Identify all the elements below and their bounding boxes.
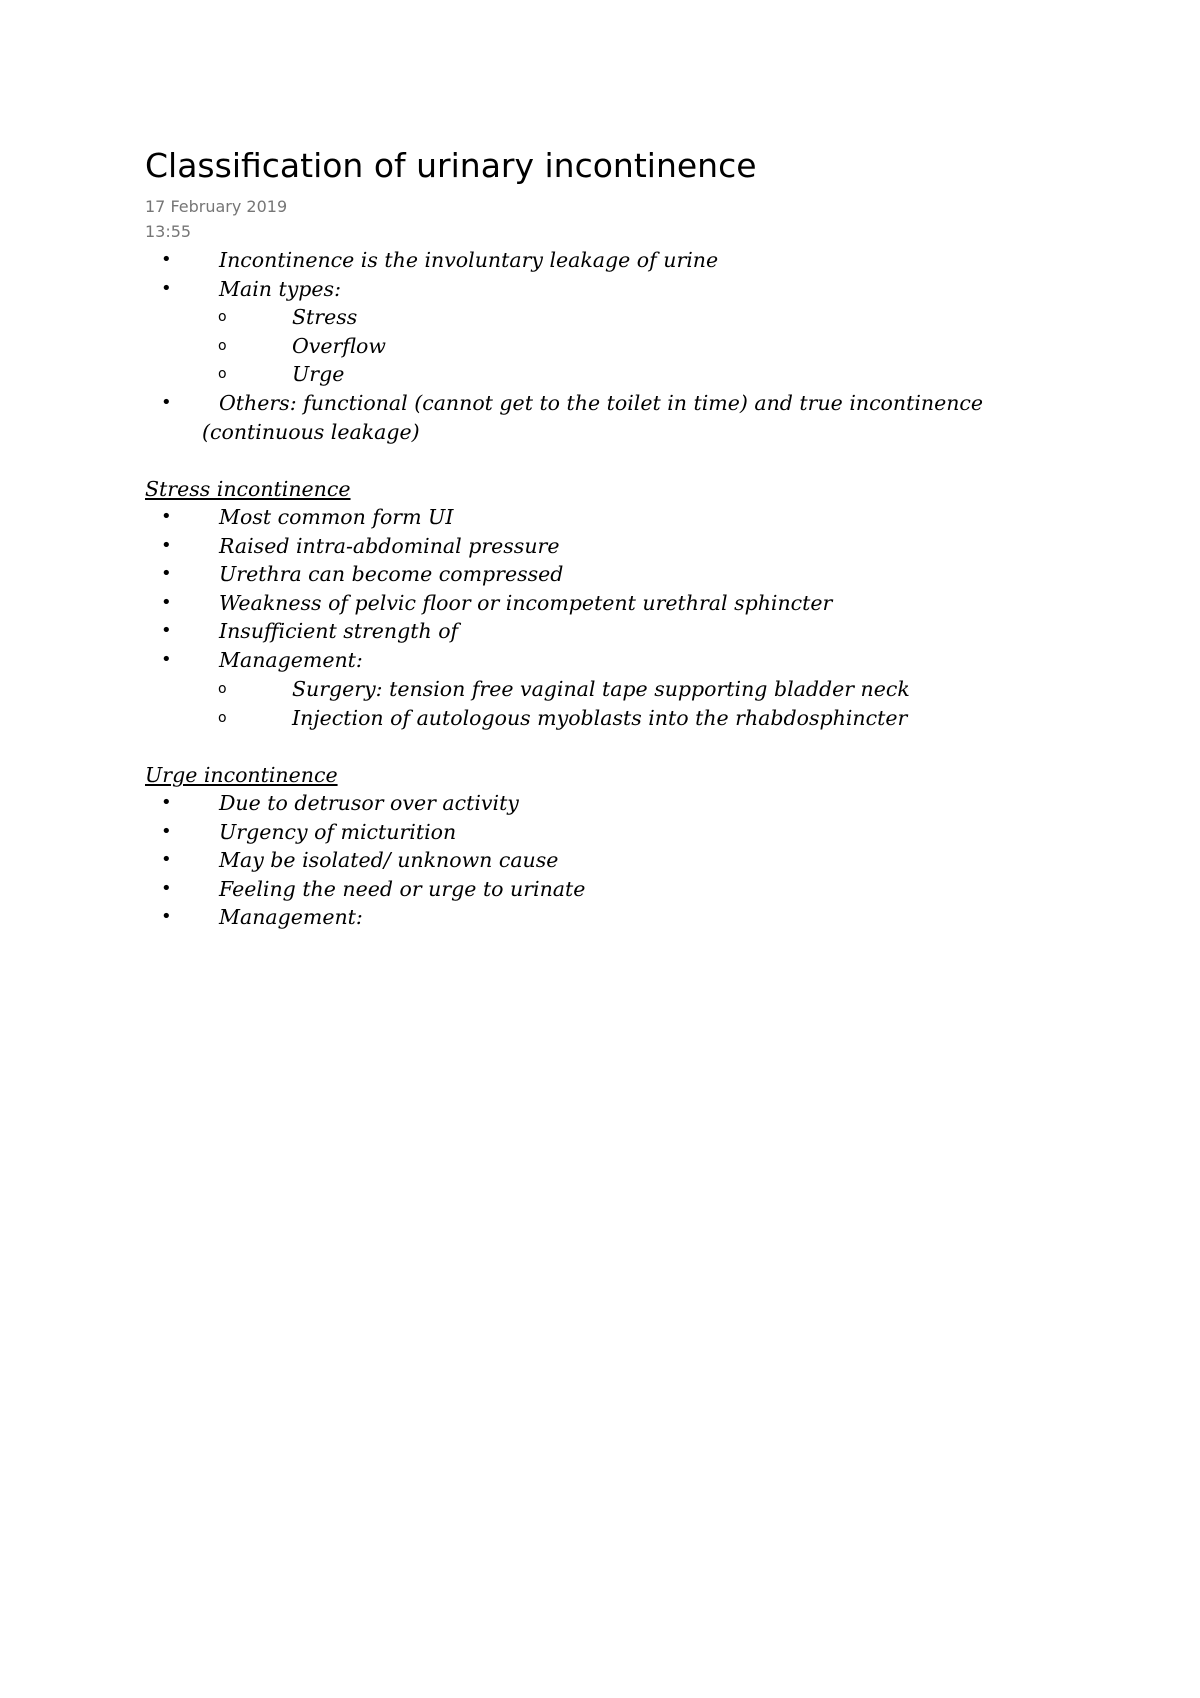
list-item-text: Others: functional (cannot get to the toilet in time) and true incontinence bbox=[219, 391, 984, 415]
bullet-icon: • bbox=[161, 821, 172, 842]
bullet-icon: • bbox=[161, 649, 172, 670]
list-item-text: Weakness of pelvic floor or incompetent urethral sphincter bbox=[219, 591, 833, 615]
list-item bbox=[0, 704, 1200, 732]
list-item bbox=[0, 332, 1200, 360]
list-item bbox=[0, 903, 1200, 931]
list-item-text: Feeling the need or urge to urinate bbox=[219, 877, 586, 901]
list-item-text: Due to detrusor over activity bbox=[219, 791, 519, 815]
list-item bbox=[0, 789, 1200, 817]
list-item-text: Management: bbox=[219, 905, 363, 929]
list-item bbox=[0, 389, 1200, 417]
list-item bbox=[0, 846, 1200, 874]
list-item-text: Raised intra-abdominal pressure bbox=[219, 534, 560, 558]
list-item-text: Main types: bbox=[219, 277, 341, 301]
list-item-text: Most common form UI bbox=[219, 505, 454, 529]
list-item bbox=[0, 275, 1200, 303]
list-item-text: Surgery: tension free vaginal tape supporting bladder neck bbox=[292, 677, 910, 701]
list-item bbox=[0, 303, 1200, 331]
bullet-icon: • bbox=[161, 563, 172, 584]
sub-bullet-icon: o bbox=[218, 681, 227, 697]
list-item bbox=[0, 646, 1200, 674]
list-item-text: Overflow bbox=[292, 334, 386, 358]
bullet-icon: • bbox=[161, 592, 172, 613]
list-item-text: Incontinence is the involuntary leakage of urine bbox=[219, 248, 719, 272]
bullet-icon: • bbox=[161, 506, 172, 527]
bullet-icon: • bbox=[161, 878, 172, 899]
section-heading-urge: Urge incontinence bbox=[145, 763, 338, 787]
list-item bbox=[0, 675, 1200, 703]
list-item-text: May be isolated/ unknown cause bbox=[219, 848, 559, 872]
list-item bbox=[0, 560, 1200, 588]
list-item bbox=[0, 246, 1200, 274]
list-item-text: Stress bbox=[292, 305, 358, 329]
page-title: Classification of urinary incontinence bbox=[145, 146, 757, 185]
bullet-icon: • bbox=[161, 792, 172, 813]
sub-bullet-icon: o bbox=[218, 710, 227, 726]
list-item bbox=[0, 360, 1200, 388]
list-item-continuation bbox=[0, 418, 1200, 446]
note-time: 13:55 bbox=[145, 222, 192, 241]
list-item-text: Urge bbox=[292, 362, 345, 386]
bullet-icon: • bbox=[161, 278, 172, 299]
list-item bbox=[0, 617, 1200, 645]
bullet-icon: • bbox=[161, 535, 172, 556]
list-item bbox=[0, 589, 1200, 617]
bullet-icon: • bbox=[161, 249, 172, 270]
sub-bullet-icon: o bbox=[218, 309, 227, 325]
bullet-icon: • bbox=[161, 849, 172, 870]
list-item-text: Management: bbox=[219, 648, 363, 672]
sub-bullet-icon: o bbox=[218, 366, 227, 382]
section-heading-stress: Stress incontinence bbox=[145, 477, 351, 501]
sub-bullet-icon: o bbox=[218, 338, 227, 354]
bullet-icon: • bbox=[161, 392, 172, 413]
list-item bbox=[0, 532, 1200, 560]
list-item-text: Urethra can become compressed bbox=[219, 562, 564, 586]
list-item bbox=[0, 875, 1200, 903]
list-item-text: Insufficient strength of bbox=[219, 619, 459, 643]
list-item-text: (continuous leakage) bbox=[202, 420, 420, 444]
bullet-icon: • bbox=[161, 620, 172, 641]
bullet-icon: • bbox=[161, 906, 172, 927]
list-item-text: Urgency of micturition bbox=[219, 820, 457, 844]
list-item bbox=[0, 818, 1200, 846]
list-item-text: Injection of autologous myoblasts into the rhabdosphincter bbox=[292, 706, 908, 730]
list-item bbox=[0, 503, 1200, 531]
note-date: 17 February 2019 bbox=[145, 197, 288, 216]
